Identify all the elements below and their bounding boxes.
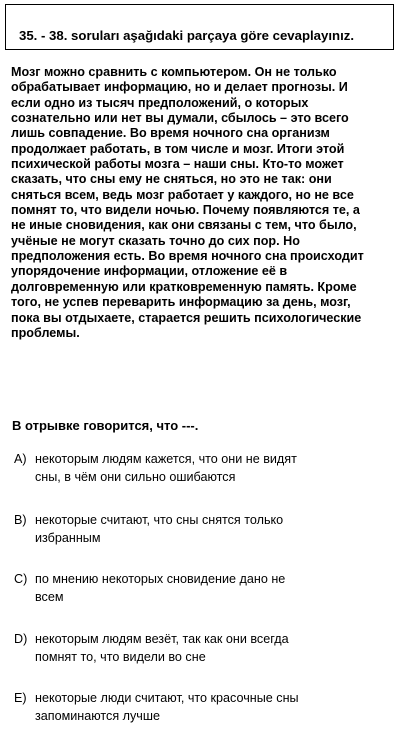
option-text: по мнению некоторых сновидение дано не bbox=[35, 572, 286, 586]
answer-option-d[interactable] bbox=[14, 630, 394, 666]
passage-line: сняться всем, ведь мозг работает у каждого, но не все bbox=[11, 187, 354, 202]
passage-line: Мозг можно сравнить с компьютером. Он не только bbox=[11, 65, 337, 79]
passage-line: долговременную или кратковременную память. Кроме bbox=[11, 279, 357, 294]
answer-option-b[interactable] bbox=[14, 511, 394, 547]
passage-line: того, не успев переварить информацию за день, мозг, bbox=[11, 295, 351, 310]
option-text: всем bbox=[35, 590, 64, 604]
option-text: некоторым людям кажется, что они не видят bbox=[35, 452, 297, 466]
option-letter: C) bbox=[14, 572, 28, 586]
passage-line: не иные сновидения, как они связаны с тем, что было, bbox=[11, 218, 357, 233]
passage-line: сознательно или нет вы думали, сбылось – это всего bbox=[11, 111, 349, 126]
header-title: 35. - 38. soruları aşağıdaki parçaya göre cevaplayınız. bbox=[19, 28, 354, 43]
option-letter: B) bbox=[14, 513, 27, 527]
option-text: помнят то, что видели во сне bbox=[35, 650, 206, 664]
answer-option-e[interactable] bbox=[14, 689, 394, 725]
option-letter: A) bbox=[14, 452, 27, 466]
answer-option-c[interactable] bbox=[14, 570, 394, 606]
passage-line: продолжает работать, в том числе и мозг. Итоги этой bbox=[11, 141, 345, 156]
passage-line: сказать, что сны ему не сняться, но это не так: они bbox=[11, 172, 332, 187]
option-text: некоторым людям везёт, так как они всегда bbox=[35, 632, 289, 646]
option-text: некоторые считают, что сны снятся только bbox=[35, 513, 284, 527]
passage-line: упорядочение информации, отложение её в bbox=[11, 264, 288, 279]
passage-line: лишь совпадение. Во время ночного сна организм bbox=[11, 126, 330, 141]
option-letter: D) bbox=[14, 632, 28, 646]
option-letter: E) bbox=[14, 691, 27, 705]
passage-line: учёные не могут сказать точно до сих пор. Но bbox=[11, 233, 300, 248]
option-text: некоторые люди считают, что красочные сны bbox=[35, 691, 299, 705]
answer-option-a[interactable] bbox=[14, 450, 394, 486]
option-text: запоминаются лучше bbox=[35, 709, 160, 723]
passage-line: пока вы отдыхаете, старается решить психологические bbox=[11, 310, 362, 325]
passage-line: помнят то, что видели ночью. Почему появляются те, а bbox=[11, 203, 360, 218]
option-text: избранным bbox=[35, 531, 101, 545]
passage-line: обрабатывает информацию, но и делает прогнозы. И bbox=[11, 80, 348, 95]
option-text: сны, в чём они сильно ошибаются bbox=[35, 470, 236, 484]
passage-line: предположения есть. Во время ночного сна происходит bbox=[11, 249, 364, 264]
passage-line: проблемы. bbox=[11, 325, 80, 340]
passage-line: если одно из тысяч предположений, о которых bbox=[11, 95, 309, 110]
reading-passage bbox=[11, 65, 395, 341]
question-range-header bbox=[5, 4, 394, 50]
passage-line: психической работы мозга – наши сны. Кто-то может bbox=[11, 157, 344, 172]
question-stem: В отрывке говорится, что ---. bbox=[12, 418, 199, 433]
